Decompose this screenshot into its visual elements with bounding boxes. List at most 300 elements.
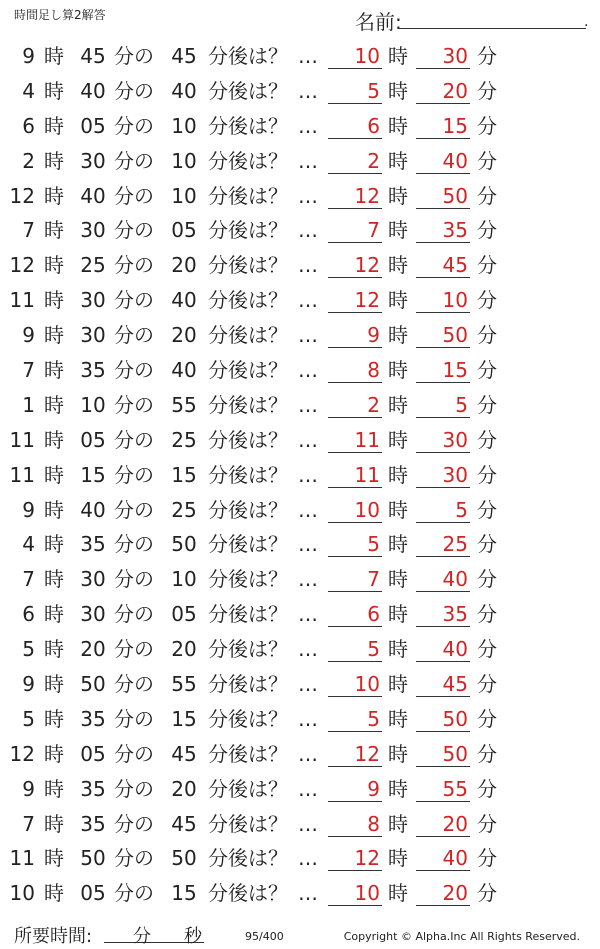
minutes-later-label: 分後は？ xyxy=(208,462,288,487)
name-line-dot: . xyxy=(584,14,589,30)
minute-of-label: 分の xyxy=(114,288,154,313)
start-hour: 11 xyxy=(9,846,35,871)
hour-label: 時 xyxy=(44,741,64,766)
minutes-later-label: 分後は？ xyxy=(208,497,288,522)
start-hour: 5 xyxy=(22,706,35,731)
added-minutes: 40 xyxy=(171,358,197,383)
minute-of-label: 分の xyxy=(114,113,154,138)
answer-hour[interactable]: 5 xyxy=(328,532,382,557)
answer-hour-label: 時 xyxy=(388,672,408,697)
answer-hour[interactable]: 6 xyxy=(328,114,382,139)
minutes-later-label: 分後は？ xyxy=(208,78,288,103)
added-minutes: 45 xyxy=(171,44,197,68)
problem-row xyxy=(0,702,600,737)
answer-hour-label: 時 xyxy=(388,253,408,278)
minute-of-label: 分の xyxy=(114,672,154,697)
minutes-later-label: 分後は？ xyxy=(208,392,288,417)
ellipsis: … xyxy=(298,218,319,243)
added-minutes: 40 xyxy=(171,78,197,103)
minute-of-label: 分の xyxy=(114,741,154,766)
hour-label: 時 xyxy=(44,288,64,313)
start-hour: 9 xyxy=(22,672,35,697)
answer-minute[interactable]: 40 xyxy=(416,637,470,662)
problem-row xyxy=(0,248,600,283)
problem-row xyxy=(0,213,600,248)
start-minute: 35 xyxy=(80,532,106,557)
start-hour: 11 xyxy=(9,288,35,313)
ellipsis: … xyxy=(298,148,319,173)
start-hour: 12 xyxy=(9,741,35,766)
start-hour: 7 xyxy=(22,218,35,243)
answer-minute-label: 分 xyxy=(477,44,497,68)
answer-minute-label: 分 xyxy=(477,602,497,627)
ellipsis: … xyxy=(298,602,319,627)
answer-hour-label: 時 xyxy=(388,183,408,208)
answer-minute-label: 分 xyxy=(477,672,497,697)
added-minutes: 10 xyxy=(171,148,197,173)
answer-minute[interactable]: 20 xyxy=(416,79,470,104)
answer-hour[interactable]: 9 xyxy=(328,323,382,348)
time-required-label: 所要時間: xyxy=(14,926,93,947)
added-minutes: 20 xyxy=(171,323,197,348)
problem-row xyxy=(0,388,600,423)
ellipsis: … xyxy=(298,427,319,452)
minute-of-label: 分の xyxy=(114,358,154,383)
start-minute: 10 xyxy=(80,392,106,417)
hour-label: 時 xyxy=(44,218,64,243)
added-minutes: 20 xyxy=(171,253,197,278)
added-minutes: 45 xyxy=(171,741,197,766)
start-hour: 6 xyxy=(22,113,35,138)
answer-hour[interactable]: 9 xyxy=(328,777,382,802)
minutes-later-label: 分後は？ xyxy=(208,113,288,138)
start-minute: 40 xyxy=(80,78,106,103)
answer-hour-label: 時 xyxy=(388,323,408,348)
answer-hour[interactable]: 7 xyxy=(328,567,382,592)
added-minutes: 50 xyxy=(171,846,197,871)
start-minute: 05 xyxy=(80,113,106,138)
answer-minute[interactable]: 55 xyxy=(416,777,470,802)
start-hour: 5 xyxy=(22,637,35,662)
copyright-text: Copyright © Alpha.Inc All Rights Reserved. xyxy=(343,930,580,943)
problem-row xyxy=(0,283,600,318)
added-minutes: 15 xyxy=(171,706,197,731)
minute-of-label: 分の xyxy=(114,148,154,173)
answer-minute-label: 分 xyxy=(477,846,497,871)
hour-label: 時 xyxy=(44,253,64,278)
start-hour: 11 xyxy=(9,427,35,452)
answer-minute-label: 分 xyxy=(477,741,497,766)
hour-label: 時 xyxy=(44,148,64,173)
answer-minute[interactable]: 5 xyxy=(416,393,470,418)
hour-label: 時 xyxy=(44,637,64,662)
answer-minute-label: 分 xyxy=(477,776,497,801)
problem-row xyxy=(0,527,600,562)
worksheet-title: 時間足し算2解答 xyxy=(14,8,106,22)
minute-of-label: 分の xyxy=(114,776,154,801)
minutes-later-label: 分後は？ xyxy=(208,846,288,871)
answer-hour[interactable]: 7 xyxy=(328,218,382,243)
problem-row xyxy=(0,772,600,807)
answer-hour-label: 時 xyxy=(388,567,408,592)
answer-minute[interactable]: 20 xyxy=(416,812,470,837)
hour-label: 時 xyxy=(44,567,64,592)
minutes-later-label: 分後は？ xyxy=(208,358,288,383)
minute-of-label: 分の xyxy=(114,706,154,731)
start-minute: 50 xyxy=(80,672,106,697)
start-hour: 4 xyxy=(22,532,35,557)
answer-hour[interactable]: 2 xyxy=(328,149,382,174)
minute-of-label: 分の xyxy=(114,392,154,417)
hour-label: 時 xyxy=(44,532,64,557)
problem-row xyxy=(0,632,600,667)
minute-of-label: 分の xyxy=(114,427,154,452)
minute-of-label: 分の xyxy=(114,811,154,836)
minute-of-label: 分の xyxy=(114,44,154,68)
hour-label: 時 xyxy=(44,113,64,138)
answer-minute[interactable]: 35 xyxy=(416,602,470,627)
start-hour: 7 xyxy=(22,811,35,836)
start-minute: 30 xyxy=(80,148,106,173)
minutes-later-label: 分後は？ xyxy=(208,218,288,243)
answer-minute[interactable]: 30 xyxy=(416,463,470,488)
hour-label: 時 xyxy=(44,44,64,68)
ellipsis: … xyxy=(298,288,319,313)
problem-row xyxy=(0,39,600,74)
problem-row xyxy=(0,876,600,911)
minute-of-label: 分の xyxy=(114,637,154,662)
answer-hour-label: 時 xyxy=(388,288,408,313)
answer-hour-label: 時 xyxy=(388,218,408,243)
answer-minute-label: 分 xyxy=(477,253,497,278)
ellipsis: … xyxy=(298,811,319,836)
hour-label: 時 xyxy=(44,881,64,906)
added-minutes: 25 xyxy=(171,497,197,522)
start-minute: 40 xyxy=(80,497,106,522)
start-minute: 30 xyxy=(80,323,106,348)
answer-hour-label: 時 xyxy=(388,427,408,452)
answer-hour[interactable]: 8 xyxy=(328,812,382,837)
minutes-later-label: 分後は？ xyxy=(208,881,288,906)
ellipsis: … xyxy=(298,532,319,557)
added-minutes: 20 xyxy=(171,776,197,801)
answer-minute-label: 分 xyxy=(477,567,497,592)
added-minutes: 55 xyxy=(171,392,197,417)
answer-hour[interactable]: 10 xyxy=(328,44,382,69)
time-seconds-label: 秒 xyxy=(184,926,202,947)
answer-hour-label: 時 xyxy=(388,532,408,557)
added-minutes: 15 xyxy=(171,462,197,487)
minute-of-label: 分の xyxy=(114,323,154,348)
ellipsis: … xyxy=(298,253,319,278)
answer-hour[interactable]: 5 xyxy=(328,637,382,662)
problem-list xyxy=(0,39,600,911)
start-minute: 20 xyxy=(80,637,106,662)
answer-minute-label: 分 xyxy=(477,148,497,173)
minutes-later-label: 分後は？ xyxy=(208,706,288,731)
minutes-later-label: 分後は？ xyxy=(208,602,288,627)
added-minutes: 40 xyxy=(171,288,197,313)
answer-minute-label: 分 xyxy=(477,218,497,243)
minutes-later-label: 分後は？ xyxy=(208,776,288,801)
hour-label: 時 xyxy=(44,323,64,348)
hour-label: 時 xyxy=(44,776,64,801)
added-minutes: 50 xyxy=(171,532,197,557)
minutes-later-label: 分後は？ xyxy=(208,567,288,592)
minute-of-label: 分の xyxy=(114,253,154,278)
answer-hour-label: 時 xyxy=(388,497,408,522)
problem-row xyxy=(0,318,600,353)
start-hour: 9 xyxy=(22,44,35,68)
start-minute: 30 xyxy=(80,218,106,243)
ellipsis: … xyxy=(298,497,319,522)
minutes-later-label: 分後は？ xyxy=(208,427,288,452)
name-label: 名前: xyxy=(355,10,402,34)
problem-row xyxy=(0,109,600,144)
start-minute: 05 xyxy=(80,741,106,766)
answer-hour[interactable]: 10 xyxy=(328,881,382,906)
hour-label: 時 xyxy=(44,706,64,731)
answer-hour-label: 時 xyxy=(388,637,408,662)
minutes-later-label: 分後は？ xyxy=(208,811,288,836)
minute-of-label: 分の xyxy=(114,462,154,487)
minutes-later-label: 分後は？ xyxy=(208,532,288,557)
ellipsis: … xyxy=(298,44,319,68)
answer-hour-label: 時 xyxy=(388,706,408,731)
ellipsis: … xyxy=(298,706,319,731)
minutes-later-label: 分後は？ xyxy=(208,741,288,766)
added-minutes: 05 xyxy=(171,218,197,243)
minute-of-label: 分の xyxy=(114,78,154,103)
problem-row xyxy=(0,423,600,458)
start-hour: 7 xyxy=(22,358,35,383)
problem-row xyxy=(0,667,600,702)
answer-minute-label: 分 xyxy=(477,427,497,452)
hour-label: 時 xyxy=(44,497,64,522)
added-minutes: 15 xyxy=(171,881,197,906)
minutes-later-label: 分後は？ xyxy=(208,672,288,697)
minutes-later-label: 分後は？ xyxy=(208,44,288,68)
ellipsis: … xyxy=(298,881,319,906)
name-input-line[interactable] xyxy=(398,28,586,29)
answer-hour[interactable]: 8 xyxy=(328,358,382,383)
problem-row xyxy=(0,493,600,528)
ellipsis: … xyxy=(298,637,319,662)
hour-label: 時 xyxy=(44,78,64,103)
hour-label: 時 xyxy=(44,846,64,871)
answer-minute-label: 分 xyxy=(477,497,497,522)
start-minute: 30 xyxy=(80,288,106,313)
minute-of-label: 分の xyxy=(114,881,154,906)
start-minute: 30 xyxy=(80,602,106,627)
ellipsis: … xyxy=(298,846,319,871)
start-hour: 9 xyxy=(22,776,35,801)
answer-minute-label: 分 xyxy=(477,392,497,417)
answer-minute[interactable]: 15 xyxy=(416,358,470,383)
answer-hour-label: 時 xyxy=(388,44,408,68)
start-minute: 05 xyxy=(80,881,106,906)
start-hour: 7 xyxy=(22,567,35,592)
start-hour: 12 xyxy=(9,183,35,208)
start-minute: 15 xyxy=(80,462,106,487)
minute-of-label: 分の xyxy=(114,602,154,627)
answer-minute-label: 分 xyxy=(477,113,497,138)
start-minute: 50 xyxy=(80,846,106,871)
answer-minute[interactable]: 25 xyxy=(416,532,470,557)
added-minutes: 45 xyxy=(171,811,197,836)
answer-minute[interactable]: 30 xyxy=(416,428,470,453)
answer-minute[interactable]: 45 xyxy=(416,253,470,278)
minutes-later-label: 分後は？ xyxy=(208,183,288,208)
answer-minute-label: 分 xyxy=(477,637,497,662)
added-minutes: 10 xyxy=(171,183,197,208)
problem-row xyxy=(0,597,600,632)
start-hour: 4 xyxy=(22,78,35,103)
answer-hour-label: 時 xyxy=(388,741,408,766)
answer-hour[interactable]: 11 xyxy=(328,428,382,453)
answer-hour[interactable]: 12 xyxy=(328,846,382,871)
answer-minute-label: 分 xyxy=(477,358,497,383)
answer-minute[interactable]: 45 xyxy=(416,672,470,697)
start-minute: 30 xyxy=(80,567,106,592)
problem-row xyxy=(0,737,600,772)
answer-hour[interactable]: 11 xyxy=(328,463,382,488)
answer-hour-label: 時 xyxy=(388,148,408,173)
added-minutes: 20 xyxy=(171,637,197,662)
answer-hour-label: 時 xyxy=(388,392,408,417)
answer-minute[interactable]: 15 xyxy=(416,114,470,139)
answer-hour-label: 時 xyxy=(388,113,408,138)
ellipsis: … xyxy=(298,567,319,592)
ellipsis: … xyxy=(298,462,319,487)
hour-label: 時 xyxy=(44,427,64,452)
ellipsis: … xyxy=(298,741,319,766)
answer-minute-label: 分 xyxy=(477,288,497,313)
minute-of-label: 分の xyxy=(114,846,154,871)
start-hour: 9 xyxy=(22,323,35,348)
hour-label: 時 xyxy=(44,358,64,383)
answer-minute[interactable]: 40 xyxy=(416,149,470,174)
start-minute: 05 xyxy=(80,427,106,452)
ellipsis: … xyxy=(298,776,319,801)
answer-minute[interactable]: 50 xyxy=(416,184,470,209)
start-minute: 35 xyxy=(80,776,106,801)
answer-hour[interactable]: 6 xyxy=(328,602,382,627)
start-hour: 11 xyxy=(9,462,35,487)
answer-hour[interactable]: 5 xyxy=(328,707,382,732)
answer-hour[interactable]: 10 xyxy=(328,672,382,697)
minute-of-label: 分の xyxy=(114,218,154,243)
answer-hour-label: 時 xyxy=(388,776,408,801)
hour-label: 時 xyxy=(44,811,64,836)
answer-minute-label: 分 xyxy=(477,183,497,208)
answer-hour[interactable]: 10 xyxy=(328,498,382,523)
added-minutes: 55 xyxy=(171,672,197,697)
answer-minute[interactable]: 50 xyxy=(416,742,470,767)
answer-minute[interactable]: 40 xyxy=(416,846,470,871)
answer-minute[interactable]: 5 xyxy=(416,498,470,523)
answer-minute[interactable]: 50 xyxy=(416,323,470,348)
problem-row xyxy=(0,458,600,493)
hour-label: 時 xyxy=(44,183,64,208)
answer-minute[interactable]: 10 xyxy=(416,288,470,313)
problem-row xyxy=(0,353,600,388)
ellipsis: … xyxy=(298,183,319,208)
answer-minute-label: 分 xyxy=(477,881,497,906)
minutes-later-label: 分後は？ xyxy=(208,253,288,278)
minute-of-label: 分の xyxy=(114,497,154,522)
answer-hour[interactable]: 5 xyxy=(328,79,382,104)
answer-hour-label: 時 xyxy=(388,78,408,103)
answer-hour[interactable]: 12 xyxy=(328,184,382,209)
ellipsis: … xyxy=(298,392,319,417)
answer-minute-label: 分 xyxy=(477,323,497,348)
added-minutes: 05 xyxy=(171,602,197,627)
hour-label: 時 xyxy=(44,672,64,697)
start-minute: 45 xyxy=(80,44,106,68)
answer-hour[interactable]: 2 xyxy=(328,393,382,418)
added-minutes: 10 xyxy=(171,113,197,138)
answer-minute[interactable]: 30 xyxy=(416,44,470,69)
answer-minute-label: 分 xyxy=(477,532,497,557)
ellipsis: … xyxy=(298,113,319,138)
hour-label: 時 xyxy=(44,462,64,487)
answer-minute-label: 分 xyxy=(477,706,497,731)
minutes-later-label: 分後は？ xyxy=(208,148,288,173)
start-minute: 35 xyxy=(80,811,106,836)
ellipsis: … xyxy=(298,672,319,697)
ellipsis: … xyxy=(298,78,319,103)
answer-minute[interactable]: 40 xyxy=(416,567,470,592)
added-minutes: 25 xyxy=(171,427,197,452)
score-text: 95/400 xyxy=(245,930,284,943)
answer-hour-label: 時 xyxy=(388,811,408,836)
answer-minute[interactable]: 35 xyxy=(416,218,470,243)
answer-hour-label: 時 xyxy=(388,881,408,906)
hour-label: 時 xyxy=(44,602,64,627)
start-hour: 2 xyxy=(22,148,35,173)
problem-row xyxy=(0,807,600,842)
start-hour: 12 xyxy=(9,253,35,278)
start-minute: 25 xyxy=(80,253,106,278)
ellipsis: … xyxy=(298,358,319,383)
answer-minute-label: 分 xyxy=(477,78,497,103)
start-minute: 40 xyxy=(80,183,106,208)
answer-hour-label: 時 xyxy=(388,358,408,383)
minute-of-label: 分の xyxy=(114,532,154,557)
problem-row xyxy=(0,841,600,876)
answer-minute[interactable]: 50 xyxy=(416,707,470,732)
start-hour: 1 xyxy=(22,392,35,417)
answer-hour-label: 時 xyxy=(388,462,408,487)
added-minutes: 10 xyxy=(171,567,197,592)
problem-row xyxy=(0,144,600,179)
answer-minute[interactable]: 20 xyxy=(416,881,470,906)
answer-hour[interactable]: 12 xyxy=(328,742,382,767)
start-hour: 6 xyxy=(22,602,35,627)
answer-hour[interactable]: 12 xyxy=(328,253,382,278)
minutes-later-label: 分後は？ xyxy=(208,288,288,313)
minute-of-label: 分の xyxy=(114,183,154,208)
answer-hour[interactable]: 12 xyxy=(328,288,382,313)
answer-hour-label: 時 xyxy=(388,846,408,871)
answer-minute-label: 分 xyxy=(477,811,497,836)
minutes-later-label: 分後は？ xyxy=(208,323,288,348)
minutes-later-label: 分後は？ xyxy=(208,637,288,662)
start-hour: 10 xyxy=(9,881,35,906)
answer-hour-label: 時 xyxy=(388,602,408,627)
time-minutes-label: 分 xyxy=(133,926,151,947)
